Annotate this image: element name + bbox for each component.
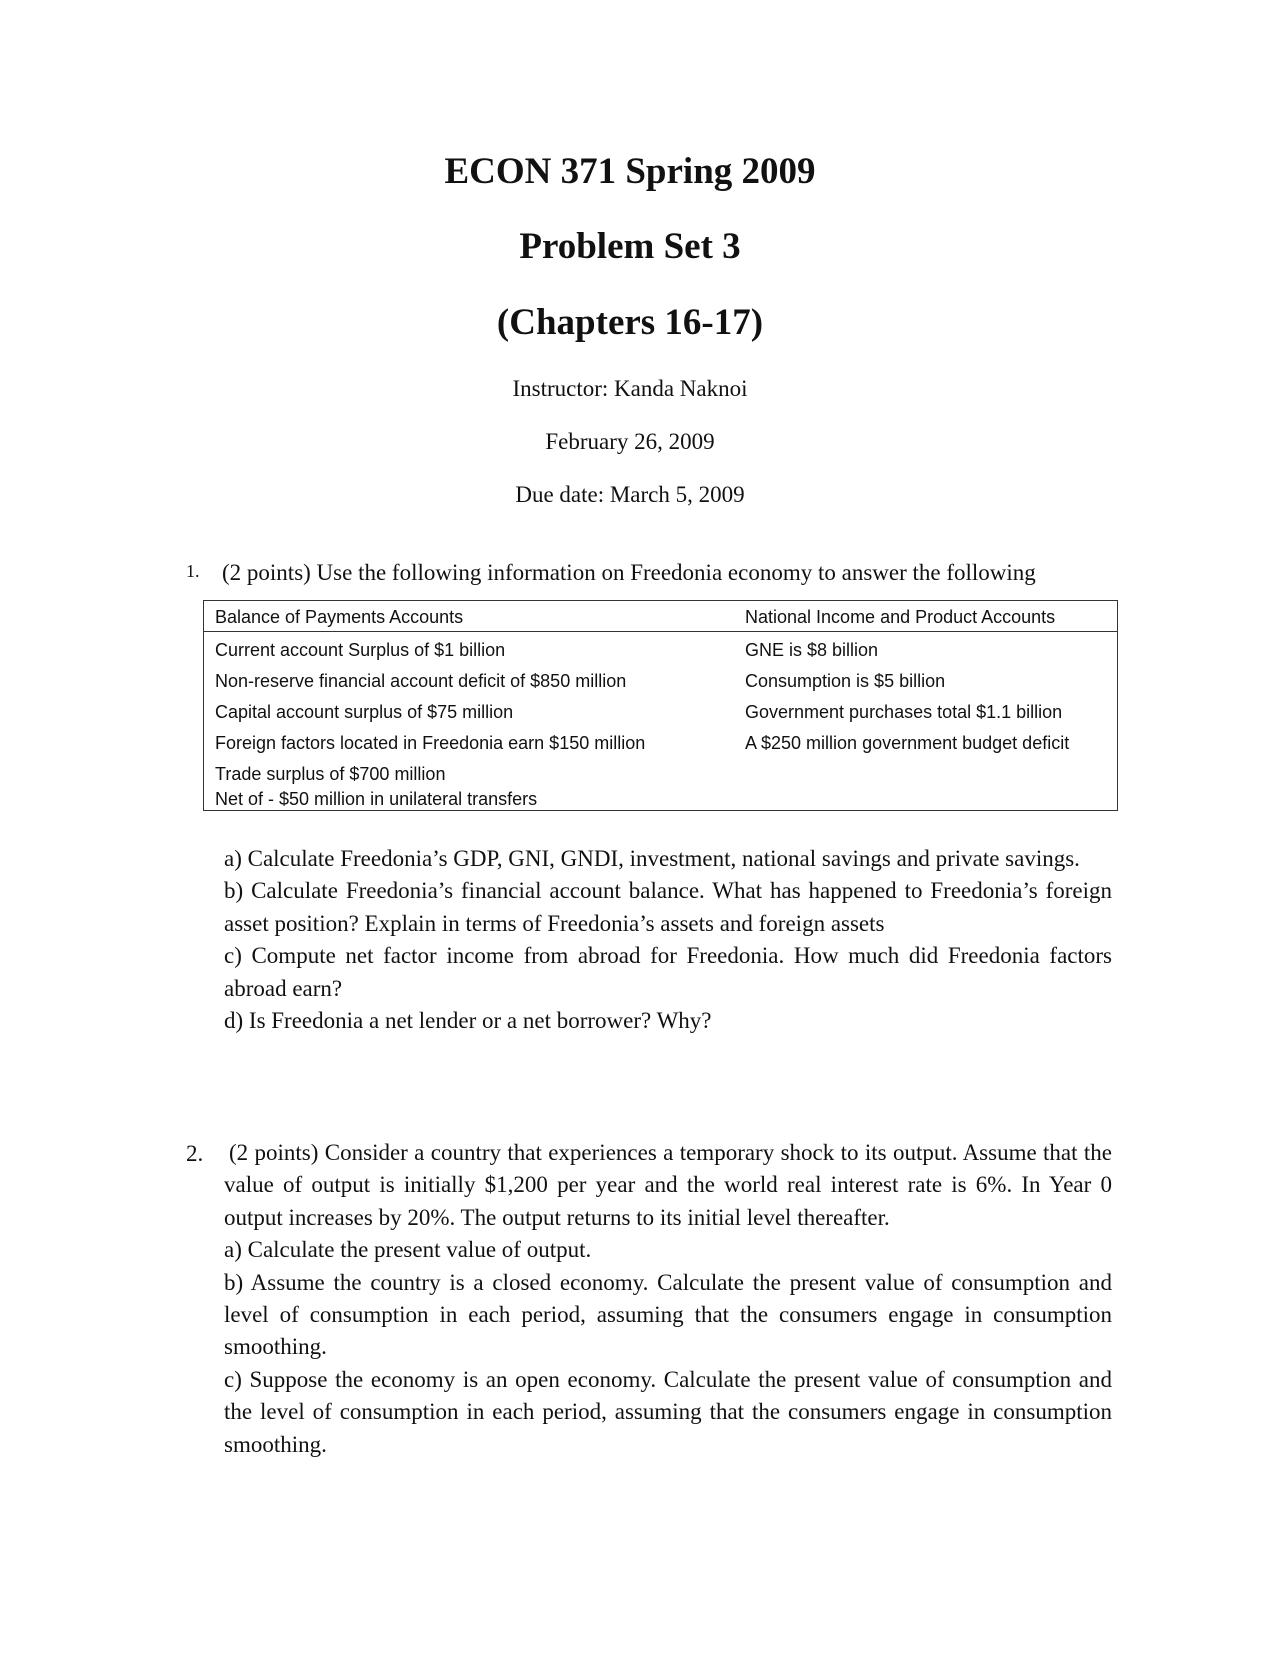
due-date-line: Due date: March 5, 2009 — [515, 482, 745, 507]
table-cell: Net of - $50 million in unilateral transfers — [215, 789, 538, 809]
table-cell: Trade surplus of $700 million — [215, 764, 446, 784]
table-cell: Current account Surplus of $1 billion — [215, 640, 506, 660]
table-cell: A $250 million government budget deficit — [745, 733, 1070, 753]
course-title: ECON 371 Spring 2009 — [444, 151, 816, 192]
question-2-prompt: (2 points) Consider a country that experiences a temporary shock to its output. Assume that the value of output is initially $1,200 per year and the world real interest rate is 6%. In Year 0 output increases by 20%. The output returns to its initial level thereafter. — [224, 1140, 1112, 1230]
question-2-part-a: a) Calculate the present value of output. — [224, 1237, 592, 1263]
table-header-rule — [204, 631, 1117, 632]
question-1-part-c: c) Compute net factor income from abroad for Freedonia. How much did Freedonia factors abroad earn? — [224, 943, 1112, 1001]
table-header-bop: Balance of Payments Accounts — [215, 607, 464, 627]
question-1-number: 1. — [186, 561, 200, 581]
date-line: February 26, 2009 — [545, 429, 715, 454]
question-1-part-a: a) Calculate Freedonia’s GDP, GNI, GNDI, investment, national savings and private savings. — [224, 846, 1080, 871]
table-cell: Consumption is $5 billion — [745, 671, 946, 691]
table-cell: Foreign factors located in Freedonia earn $150 million — [215, 733, 646, 753]
table-cell: Capital account surplus of $75 million — [215, 702, 514, 722]
chapters-subtitle: (Chapters 16-17) — [496, 302, 764, 343]
question-1-parts — [224, 843, 1112, 1037]
question-1-part-b: b) Calculate Freedonia’s financial account balance. What has happened to Freedonia’s foreign asset position? Explain in terms of Freedonia’s assets and foreign assets — [224, 878, 1112, 936]
table-cell: Non-reserve financial account deficit of $850 million — [215, 671, 627, 691]
question-1-part-d: d) Is Freedonia a net lender or a net borrower? Why? — [224, 1008, 712, 1034]
question-2-part-b: b) Assume the country is a closed economy. Calculate the present value of consumption and level of consumption in each period, assuming that the consumers engage in consumption smoothing. — [224, 1269, 1112, 1360]
table-cell: Government purchases total $1.1 billion — [745, 702, 1063, 722]
question-2-number: 2. — [186, 1141, 204, 1166]
accounts-table — [203, 600, 1118, 811]
instructor-line: Instructor: Kanda Naknoi — [512, 376, 748, 401]
question-2-part-c: c) Suppose the economy is an open economy. Calculate the present value of consumption and the level of consumption in each period, assuming that the consumers engage in consumption smoothing. — [224, 1366, 1112, 1457]
problem-set-title: Problem Set 3 — [519, 226, 741, 267]
question-2-body — [224, 1137, 1112, 1461]
table-cell: GNE is $8 billion — [745, 640, 879, 660]
question-1-prompt: (2 points) Use the following information on Freedonia economy to answer the following — [222, 560, 1036, 585]
table-header-nipa: National Income and Product Accounts — [745, 607, 1056, 627]
